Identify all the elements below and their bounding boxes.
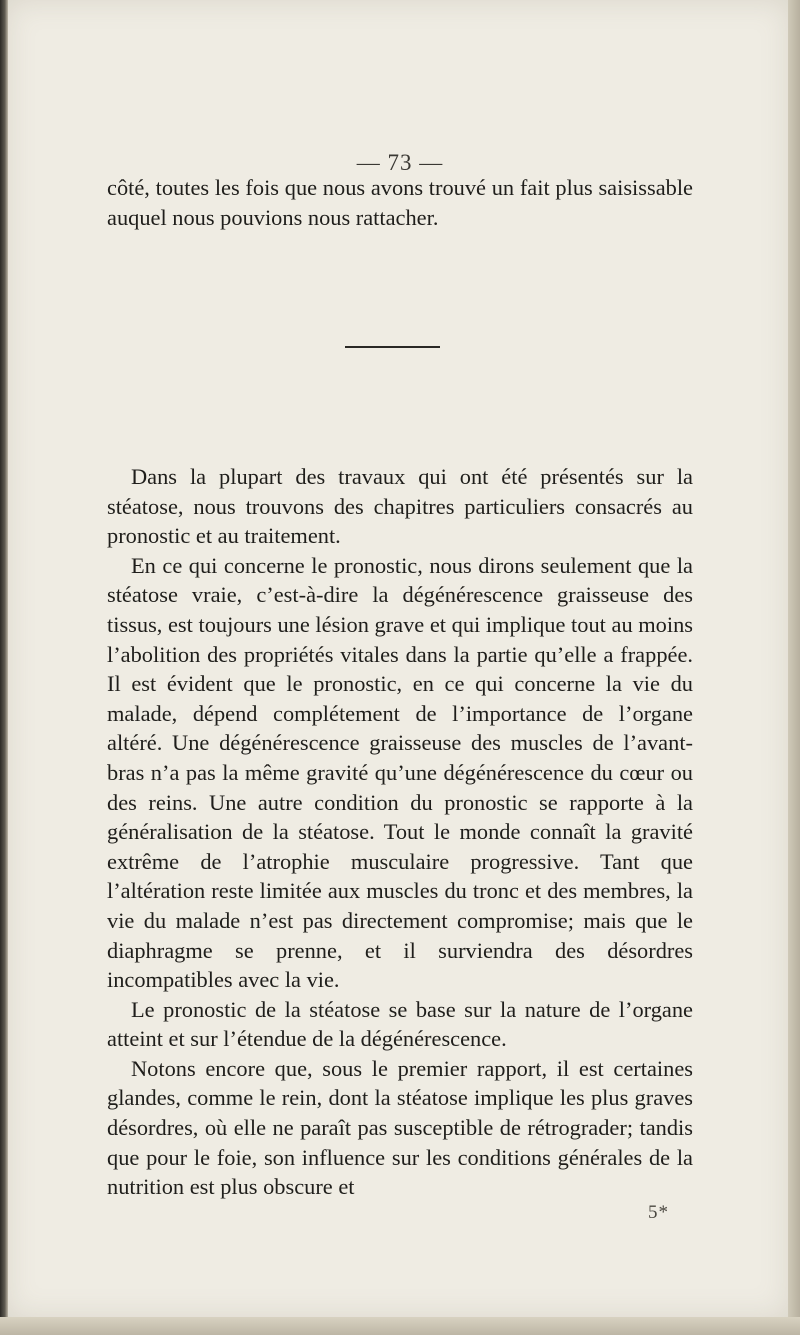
paragraph: Notons encore que, sous le premier rapport, il est certaines glandes, comme le rein, dont la stéatose implique les plus graves désordres, où elle ne paraît pas susceptible de rétrograder; tandis que pour le foie, son influence sur les conditions générales de la nutrition est plus obscure et: [107, 1055, 693, 1200]
paragraph: côté, toutes les fois que nous avons trouvé un fait plus saisissable auquel nous pouvions nous rattacher.: [107, 175, 693, 230]
continued-paragraph: [107, 173, 693, 232]
section-body: [107, 462, 693, 1202]
paragraph: En ce qui concerne le pronostic, nous dirons seulement que la stéatose vraie, c’est-à-dire la dégénérescence graisseuse des tissus, est toujours une lésion grave et qui implique tout au moins l’abolition des propriétés vitales dans la partie qu’elle a frappée. Il est évident que le pronostic, en ce qui concerne la vie du malade, dépend complétement de l’importance de l’organe altéré. Une dégénérescence graisseuse des muscles de l’avant-bras n’a pas la même gravité qu’une dégénérescence du cœur ou des reins. Une autre condition du pronostic se rapporte à la généralisation de la stéatose. Tout le monde connaît la gravité extrême de l’atrophie musculaire progressive. Tant que l’altération reste limitée aux muscles du tronc et des membres, la vie du malade n’est pas directement compromise; mais que le diaphragme se prenne, et il surviendra des désordres incompatibles avec la vie.: [107, 552, 693, 993]
paragraph: Dans la plupart des travaux qui ont été présentés sur la stéatose, nous trouvons des chapitres particuliers consacrés au pronostic et au traitement.: [107, 464, 693, 549]
page-bottom-edge: [0, 1317, 800, 1335]
page-right-edge: [788, 0, 800, 1335]
section-rule: [345, 346, 440, 348]
paragraph: Le pronostic de la stéatose se base sur la nature de l’organe atteint et sur l’étendue de la dégénérescence.: [107, 996, 693, 1052]
signature-mark: 5*: [648, 1202, 669, 1223]
page-binding-edge: [0, 0, 8, 1335]
page-number: — 73 —: [356, 150, 444, 175]
